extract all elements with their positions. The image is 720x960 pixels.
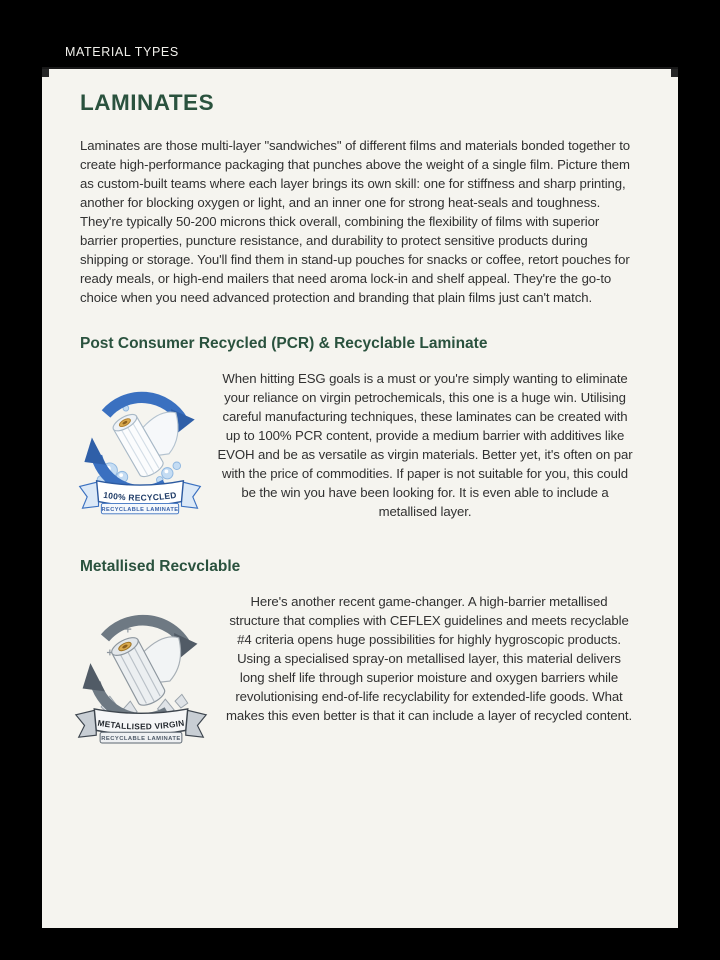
corner-mark-left [42, 67, 49, 77]
top-header-bar [0, 0, 720, 67]
pcr-media-block [80, 369, 634, 521]
metallised-badge-line2: RECYCLABLE LAMINATE [101, 736, 181, 743]
pcr-recyclable-badge-icon [74, 373, 206, 517]
section-pcr-recyclable [80, 334, 634, 521]
section-title: LAMINATES [80, 90, 215, 115]
metallised-media-block [80, 592, 634, 750]
metallised-recyclable-badge-icon [68, 594, 214, 746]
section-metallised [80, 557, 634, 750]
pcr-badge-line2: RECYCLABLE LAMINATE [101, 507, 179, 513]
metallised-paragraph: Here's another recent game-changer. A high-barrier metallised structure that complies with CEFLEX guidelines and meets recyclable #4 criteria opens huge possibilities for highly hygroscopic products. Using a specialised spray-on metallised layer, this material delivers long shelf life through superior moisture and oxygen barriers while revolutionising end-of-life recyclability for extended-life goods. What makes this even better is that it can include a layer of recycled content. [225, 594, 633, 723]
pcr-badge-line1: 100% RECYCLED [102, 489, 178, 503]
metallised-badge-line1: METALLISED VIRGIN [96, 718, 186, 732]
pcr-recyclable-heading: Post Consumer Recycled (PCR) & Recyclable Laminate [80, 335, 488, 352]
metallised-heading: Metallised Recvclable [80, 558, 241, 575]
intro-paragraph: Laminates are those multi-layer "sandwiches" of different films and materials bonded together to create high-performance packaging that punches above the weight of a single film. Picture them as custom-built teams where each layer brings its own skill: one for stiffness and sharp printing, another for blocking oxygen or light, and an inner one for strong heat-seals and toughness. They're typically 50-200 microns thick overall, combining the flexibility of films with superior barrier properties, puncture resistance, and durability to protect sensitive products during shipping or storage. You'll find them in stand-up pouches for snacks or coffee, retort pouches for ready meals, or high-end mailers that need aroma lock-in and shelf appeal. They're the go-to choice when you need advanced protection and branding that plain films just can't match. [80, 138, 631, 305]
corner-mark-right [671, 67, 678, 77]
pcr-paragraph: When hitting ESG goals is a must or you're simply wanting to eliminate your reliance on virgin petrochemicals, this one is a huge win. Utilising careful manufacturing techniques, these laminates can be created with up to 100% PCR content, provide a medium barrier with additives like EVOH and be as versatile as virgin materials. Better yet, it's often on par with the price of commodities. If paper is not suitable for you, this could be the win you have been looking for. It is even able to include a metallised layer. [217, 371, 633, 519]
page-title: MATERIAL TYPES [65, 45, 179, 59]
document-card [42, 67, 678, 928]
